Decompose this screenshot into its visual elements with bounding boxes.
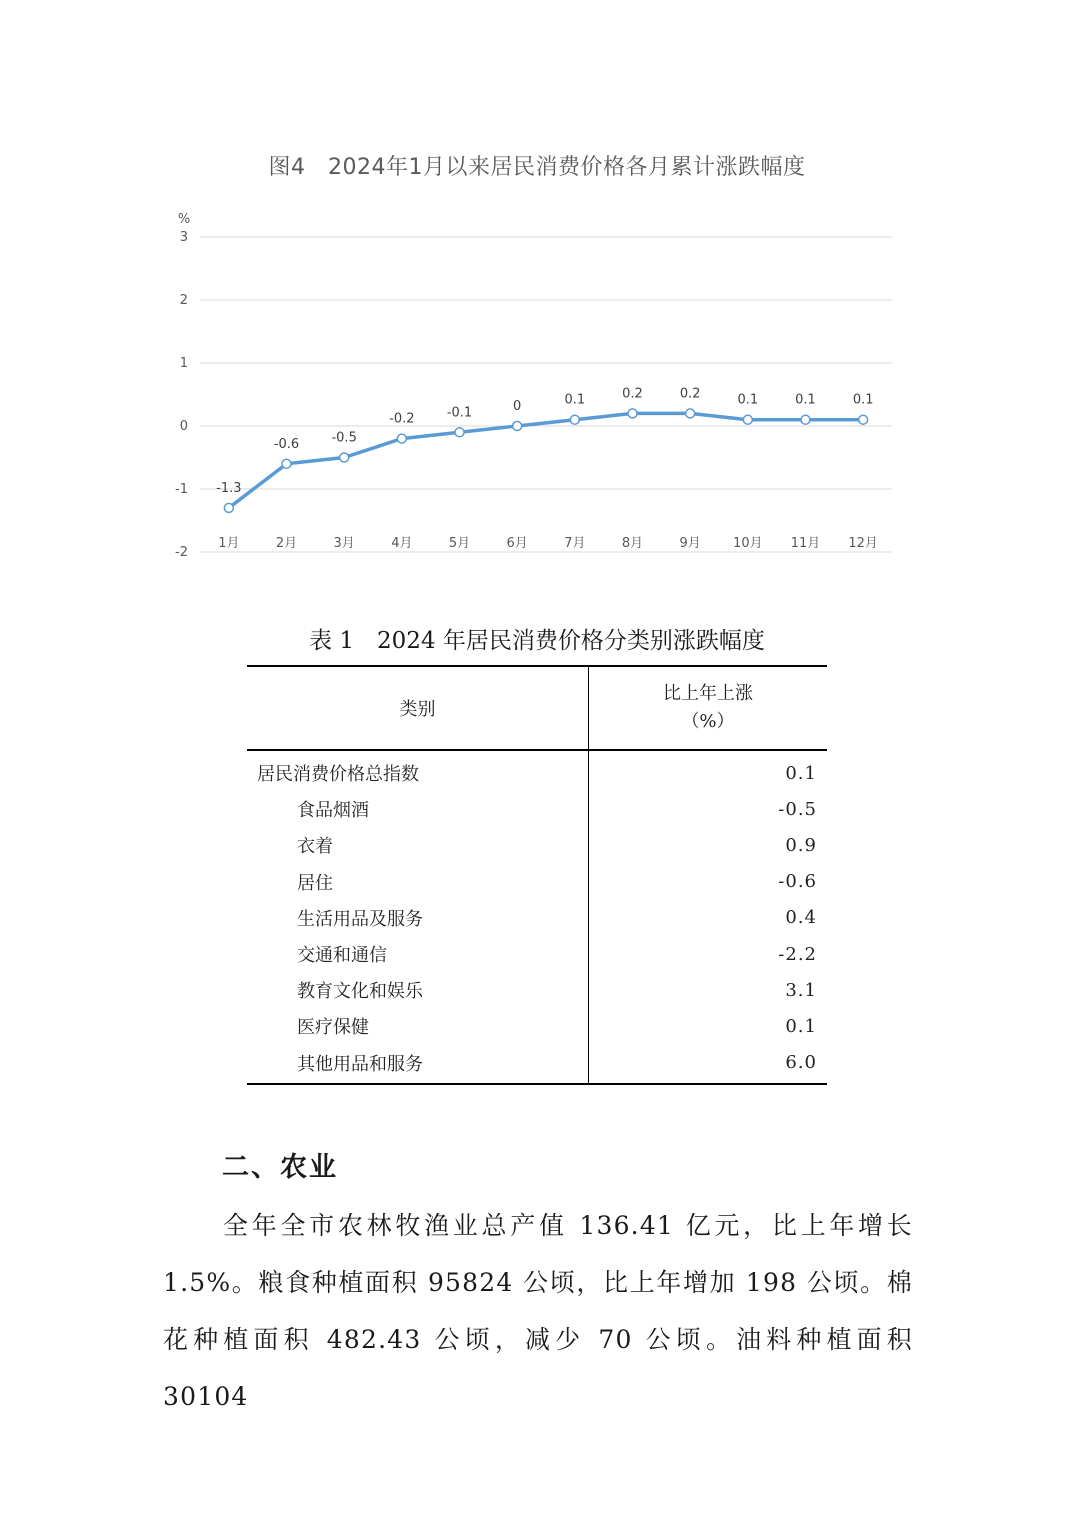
x-tick-label: 5月 bbox=[448, 536, 471, 551]
row-value: 3.1 bbox=[785, 979, 817, 1001]
data-point bbox=[455, 428, 464, 437]
data-label: -0.6 bbox=[273, 436, 300, 452]
section-heading: 二、农业 bbox=[222, 1152, 338, 1183]
data-label: 0.1 bbox=[795, 392, 816, 408]
y-tick-label: -2 bbox=[175, 545, 188, 560]
x-tick-label: 8月 bbox=[621, 536, 644, 551]
x-tick-label: 6月 bbox=[506, 536, 528, 551]
table-header-row bbox=[247, 666, 827, 750]
data-point bbox=[686, 409, 695, 418]
row-value: -2.2 bbox=[778, 943, 817, 965]
cpi-category-table bbox=[247, 665, 827, 1085]
x-tick-label: 3月 bbox=[333, 536, 355, 551]
data-label: -0.1 bbox=[446, 405, 473, 421]
data-point bbox=[224, 503, 233, 512]
row-category: 生活用品及服务 bbox=[247, 900, 589, 936]
table-row-total bbox=[247, 750, 827, 791]
x-tick-label: 4月 bbox=[391, 536, 413, 551]
table-row bbox=[247, 1008, 827, 1044]
row-value: 0.1 bbox=[785, 762, 817, 784]
y-tick-label: 2 bbox=[179, 293, 188, 308]
header-value-line1: 比上年上涨 bbox=[663, 683, 753, 704]
data-point bbox=[859, 415, 868, 424]
row-value: 0.9 bbox=[785, 834, 817, 856]
row-value: 6.0 bbox=[589, 1045, 828, 1084]
table-row bbox=[247, 827, 827, 863]
table-row bbox=[247, 791, 827, 827]
data-label: -1.3 bbox=[216, 480, 242, 496]
row-category: 其他用品和服务 bbox=[247, 1045, 589, 1084]
data-label: -0.5 bbox=[331, 430, 357, 446]
row-category: 医疗保健 bbox=[247, 1008, 589, 1044]
row-category: 居民消费价格总指数 bbox=[247, 750, 589, 791]
series-line bbox=[229, 413, 863, 508]
data-label: 0.1 bbox=[737, 392, 759, 408]
data-label: 0.2 bbox=[679, 386, 701, 402]
y-tick-label: -1 bbox=[175, 482, 188, 497]
data-label: 0 bbox=[513, 399, 522, 414]
y-tick-label: 3 bbox=[179, 230, 188, 245]
row-value: 0.1 bbox=[785, 1015, 817, 1037]
chart-title: 图4 2024年1月以来居民消费价格各月累计涨跌幅度 bbox=[268, 155, 806, 180]
row-value: -0.6 bbox=[778, 871, 817, 893]
data-label: -0.2 bbox=[389, 411, 415, 427]
x-tick-label: 7月 bbox=[564, 536, 586, 551]
line-chart bbox=[0, 0, 1074, 600]
x-tick-label: 9月 bbox=[679, 536, 701, 551]
table-row bbox=[247, 1045, 827, 1084]
row-category: 食品烟酒 bbox=[247, 791, 589, 827]
data-point bbox=[340, 453, 349, 462]
row-category: 教育文化和娱乐 bbox=[247, 972, 589, 1008]
y-unit-label: % bbox=[177, 212, 191, 227]
x-tick-label: 1月 bbox=[218, 536, 240, 551]
data-label: 0.2 bbox=[622, 386, 643, 402]
data-point bbox=[397, 434, 406, 443]
row-category: 衣着 bbox=[247, 827, 589, 863]
row-category: 居住 bbox=[247, 864, 589, 900]
header-value bbox=[589, 666, 828, 750]
x-tick-label: 2月 bbox=[275, 536, 298, 551]
data-label: 0.1 bbox=[852, 392, 874, 408]
data-point bbox=[743, 415, 752, 424]
data-point bbox=[513, 422, 522, 431]
row-category: 交通和通信 bbox=[247, 936, 589, 972]
table-row bbox=[247, 864, 827, 900]
x-tick-label: 10月 bbox=[733, 536, 763, 551]
data-point bbox=[801, 415, 810, 424]
header-value-line2: （%） bbox=[681, 711, 735, 732]
data-point bbox=[570, 415, 579, 424]
y-tick-label: 1 bbox=[179, 356, 188, 371]
table-title: 表 1 2024 年居民消费价格分类别涨跌幅度 bbox=[309, 628, 765, 654]
table-row bbox=[247, 900, 827, 936]
body-paragraph: 全年全市农林牧渔业总产值 136.41 亿元，比上年增长 1.5%。粮食种植面积 95824 公顷，比上年增加 198 公顷。棉花种植面积 482.43 公顷，减少 70 公顷。油料种植面积 30104 bbox=[163, 1211, 913, 1411]
row-value: 0.4 bbox=[785, 907, 817, 929]
y-tick-label: 0 bbox=[179, 419, 188, 434]
x-tick-label: 11月 bbox=[790, 536, 821, 551]
row-value: -0.5 bbox=[778, 798, 817, 820]
data-point bbox=[628, 409, 637, 418]
data-point bbox=[282, 459, 291, 468]
header-category: 类别 bbox=[247, 666, 589, 750]
x-tick-label: 12月 bbox=[848, 536, 878, 551]
table-row bbox=[247, 936, 827, 972]
data-label: 0.1 bbox=[564, 392, 586, 408]
table-row bbox=[247, 972, 827, 1008]
